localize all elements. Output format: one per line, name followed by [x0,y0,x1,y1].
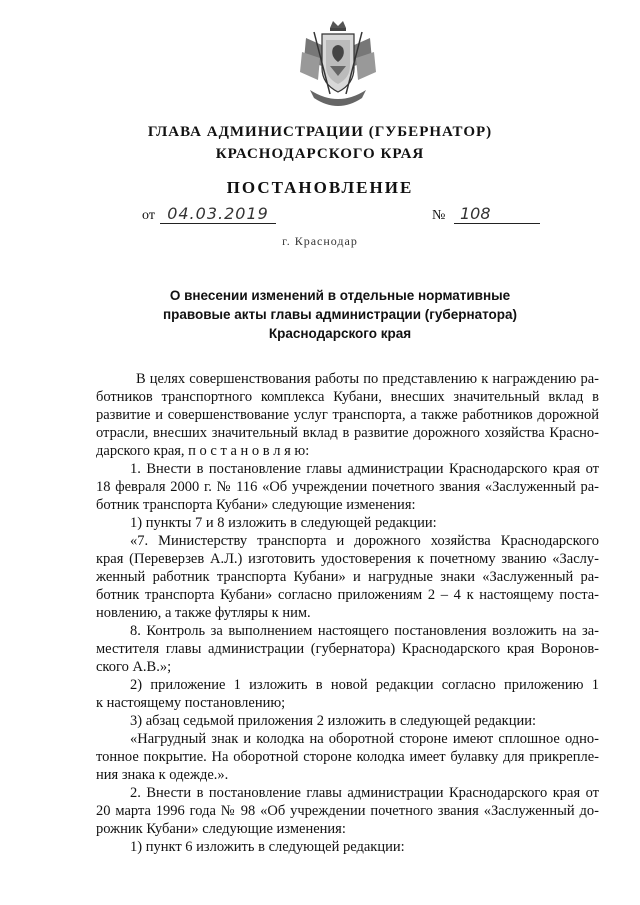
paragraph-line: ботников транспортного комплекса Кубани, внесших значительный вклад в [96,389,599,405]
paragraph-line: рожник Кубани» следующие изменения: [96,821,346,837]
paragraph: 2) приложение 1 изложить в новой редакции согласно приложению 1 [130,677,599,693]
handwritten-number: 108 [454,204,540,224]
document-type: ПОСТАНОВЛЕНИЕ [226,178,414,197]
paragraph: «Нагрудный знак и колодка на оборотной стороне имеют сплошное одно- [130,731,599,747]
paragraph-line: 18 февраля 2000 г. № 116 «Об учреждении почетного звания «Заслуженный ра- [96,479,599,495]
paragraph-line: местителя главы администрации (губернатора) Краснодарского края Воронов- [96,641,599,657]
paragraph: «7. Министерству транспорта и дорожного хозяйства Краснодарского [130,533,599,549]
city: г. Краснодар [282,234,358,248]
title-line: О внесении изменений в отдельные нормативные [169,288,511,303]
paragraph-line: дарского края, п о с т а н о в л я ю: [96,443,310,459]
paragraph-line: ботник транспорта Кубани» согласно приложениям 2 – 4 к настоящему поста- [96,587,599,603]
paragraph-line: к настоящему постановлению; [96,695,286,711]
paragraph-line: ния знака к одежде.». [96,767,229,783]
paragraph-line: 20 марта 1996 года № 98 «Об учреждении почетного звания «Заслуженный до- [96,803,599,819]
paragraph: 1. Внести в постановление главы администрации Краснодарского края от [130,461,599,477]
document-body [96,370,599,856]
paragraph-line: тонное покрытие. На оборотной стороне колодка имеет булавку для прикрепле- [96,749,599,765]
header-region: КРАСНОДАРСКОГО КРАЯ [215,146,425,162]
paragraph: 3) абзац седьмой приложения 2 изложить в следующей редакции: [130,713,537,729]
document-title [140,286,540,343]
number-prefix: № [432,208,446,223]
paragraph-line: ботник транспорта Кубани» следующие изменения: [96,497,416,513]
handwritten-date: 04.03.2019 [160,204,276,224]
paragraph: В целях совершенствования работы по представлению к награждению ра- [136,371,599,387]
paragraph: 1) пункты 7 и 8 изложить в следующей редакции: [130,515,437,531]
header-authority: ГЛАВА АДМИНИСТРАЦИИ (ГУБЕРНАТОР) [147,124,493,140]
title-line: правовые акты главы администрации (губернатора) [162,307,518,322]
title-line: Краснодарского края [268,326,412,341]
coat-of-arms-emblem [300,18,376,110]
paragraph: 1) пункт 6 изложить в следующей редакции: [130,839,405,855]
paragraph: 8. Контроль за выполнением настоящего постановления возложить на за- [130,623,599,639]
paragraph-line: новлению, а также футляры к ним. [96,605,311,621]
paragraph-line: женный работник транспорта Кубани» и нагрудные знаки «Заслуженный ра- [96,569,599,585]
paragraph: 2. Внести в постановление главы администрации Краснодарского края от [130,785,599,801]
paragraph-line: края (Переверзев А.Л.) изготовить удостоверения к почетному званию «Заслу- [96,551,599,567]
date-prefix: от [142,208,155,223]
date-number-line [142,204,542,228]
paragraph-line: отрасли, внесших значительный вклад в развитие дорожного хозяйства Красно- [96,425,599,441]
paragraph-line: ского А.В.»; [96,659,172,675]
paragraph-line: развитие и совершенствование услуг транспорта, а также работников дорожной [96,407,599,423]
